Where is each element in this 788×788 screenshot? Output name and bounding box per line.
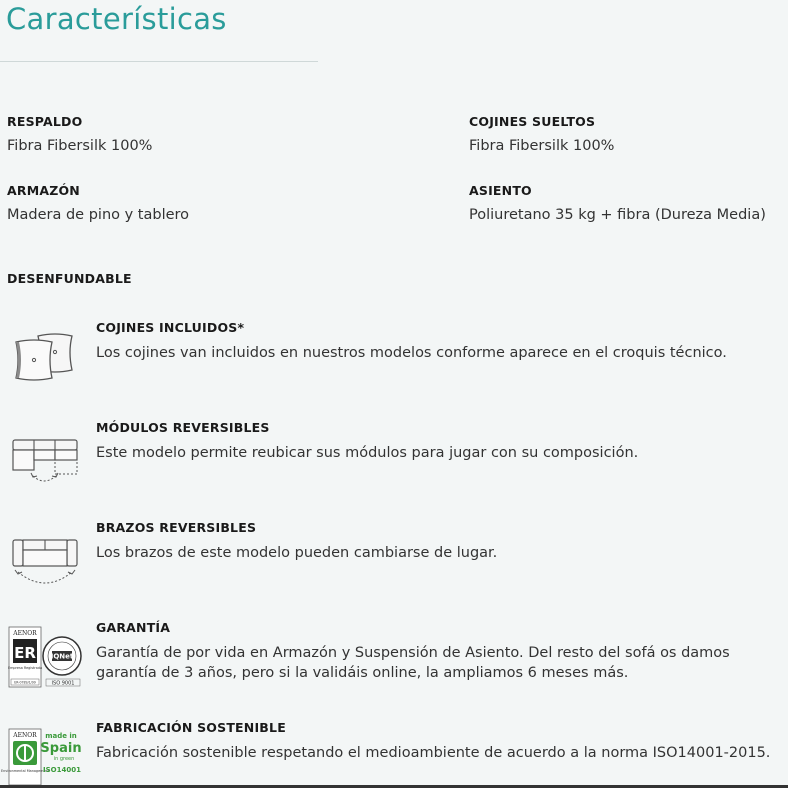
spain-text: Spain — [40, 741, 82, 756]
er-sub-text: Empresa Registrada — [7, 666, 43, 670]
feature-desc: Este modelo permite reubicar sus módulos para jugar con su composición. — [96, 445, 639, 461]
feature-desc: Garantía de por vida en Armazón y Suspensión de Asiento. Del resto del sofá os damos garantía de 3 años, pero si la validáis online, la ampliamos 6 meses más. — [96, 645, 730, 681]
spec-desenfundable — [7, 271, 132, 286]
spec-label: RESPALDO — [7, 114, 83, 129]
iso14001-text: ISO14001 — [43, 766, 81, 774]
spec-cojines-sueltos — [469, 114, 614, 154]
aenor-text: AENOR — [13, 630, 37, 637]
feature-title: MÓDULOS REVERSIBLES — [96, 420, 270, 435]
feature-desc: Los brazos de este modelo pueden cambiarse de lugar. — [96, 545, 498, 561]
feature-modulos-reversibles — [96, 420, 638, 463]
spec-value: Fibra Fibersilk 100% — [469, 138, 615, 154]
reversible-arms-icon — [10, 534, 80, 588]
reversible-modules-icon — [10, 434, 80, 486]
spec-value: Poliuretano 35 kg + fibra (Dureza Media) — [469, 207, 766, 223]
spec-label: ARMAZÓN — [7, 183, 80, 198]
feature-garantia — [96, 620, 788, 683]
made-in-text: made in — [45, 732, 77, 740]
iso9001-text: ISO 9001 — [51, 680, 75, 687]
spec-value: Fibra Fibersilk 100% — [7, 138, 153, 154]
spec-value: Madera de pino y tablero — [7, 207, 190, 223]
feature-title: BRAZOS REVERSIBLES — [96, 520, 257, 535]
spec-label: COJINES SUELTOS — [469, 114, 596, 129]
er-code-text: ER-0789/1/99 — [14, 680, 36, 685]
feature-title: GARANTÍA — [96, 620, 171, 635]
title-divider — [0, 61, 318, 62]
feature-cojines-incluidos — [96, 320, 727, 363]
made-in-spain-seal-icon — [0, 728, 84, 786]
feature-desc: Fabricación sostenible respetando el medioambiente de acuerdo a la norma ISO14001-2015. — [96, 745, 771, 761]
page-title: Características — [6, 2, 227, 36]
feature-desc: Los cojines van incluidos en nuestros modelos conforme aparece en el croquis técnico. — [96, 345, 727, 361]
er-text: ER — [14, 644, 36, 662]
aenor-text: AENOR — [13, 732, 37, 739]
feature-title: FABRICACIÓN SOSTENIBLE — [96, 720, 286, 735]
cushions-icon — [10, 330, 80, 384]
spec-armazon — [7, 183, 189, 223]
spec-respaldo — [7, 114, 152, 154]
feature-title: COJINES INCLUIDOS* — [96, 320, 245, 335]
env-text: Environmental Management — [0, 769, 50, 773]
iqnet-text: IQNet — [50, 652, 74, 661]
spec-asiento — [469, 183, 766, 223]
feature-fabricacion-sostenible — [96, 720, 770, 763]
spec-label: ASIENTO — [469, 183, 532, 198]
feature-brazos-reversibles — [96, 520, 497, 563]
spec-label: DESENFUNDABLE — [7, 271, 132, 286]
in-green-text: in green — [53, 756, 75, 762]
aenor-iqnet-seal-icon — [8, 626, 84, 688]
